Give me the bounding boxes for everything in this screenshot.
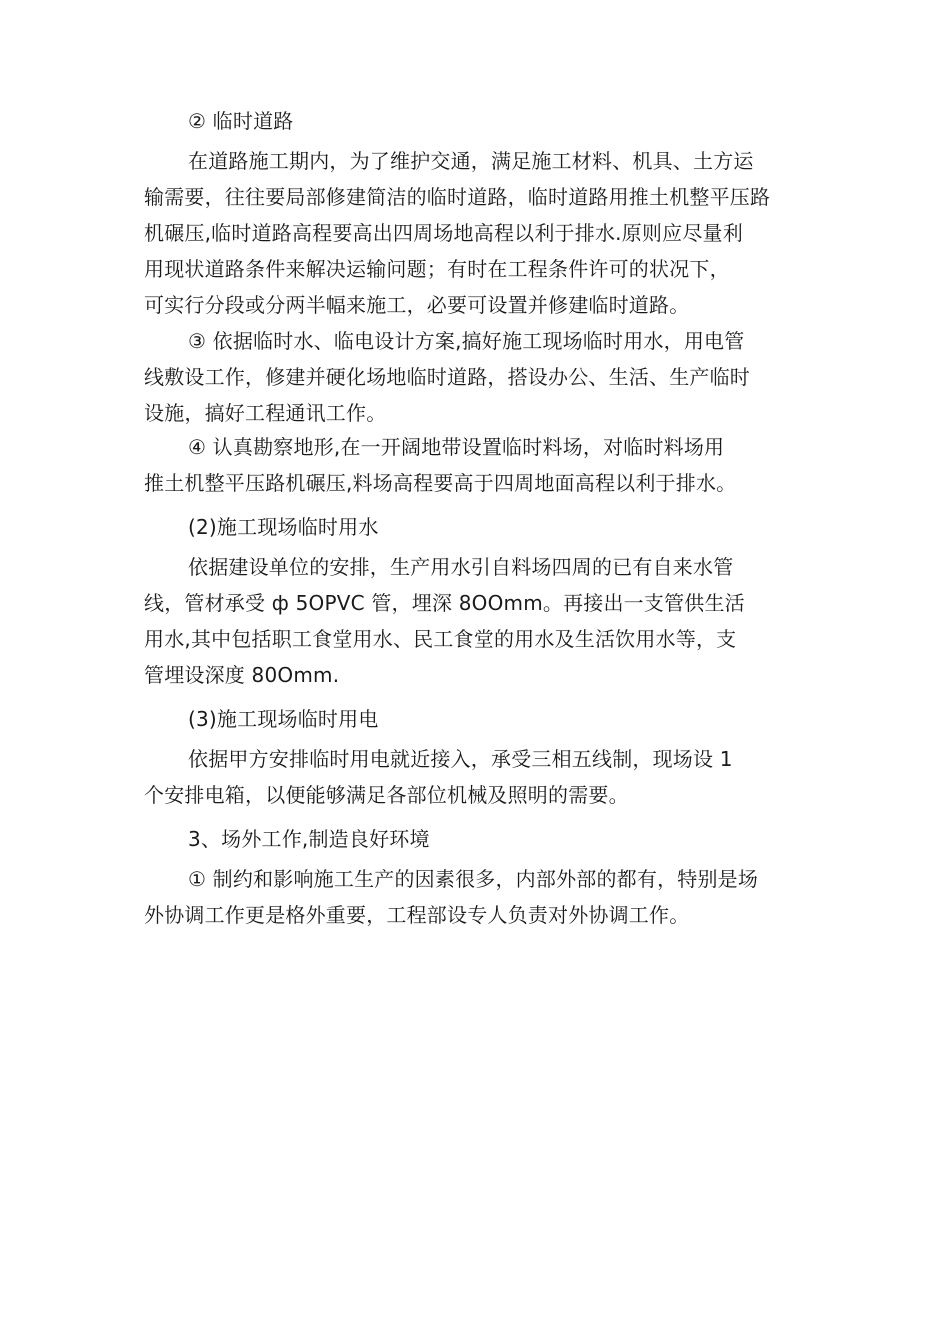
paragraph-line: ④ 认真勘察地形,在一开阔地带设置临时料场，对临时料场用 xyxy=(188,435,725,459)
paragraph-line: 依据甲方安排临时用电就近接入，承受三相五线制，现场设 1 xyxy=(188,747,733,771)
paragraph-line: 输需要，往往要局部修建简洁的临时道路，临时道路用推土机整平压路 xyxy=(144,185,771,209)
paragraph-line: 线，管材承受 ф 5OPVC 管，埋深 8OOmm。再接出一支管供生活 xyxy=(144,591,745,615)
paragraph-line: 可实行分段或分两半幅来施工，必要可设置并修建临时道路。 xyxy=(144,293,690,317)
paragraph-line: 推土机整平压路机碾压,料场高程要高于四周地面高程以利于排水。 xyxy=(144,471,737,495)
heading-temporary-water: (2)施工现场临时用水 xyxy=(188,515,379,539)
paragraph-line: 管埋设深度 80Omm. xyxy=(144,663,340,687)
paragraph-line: 个安排电箱，以便能够满足各部位机械及照明的需要。 xyxy=(144,783,629,807)
paragraph-line: ① 制约和影响施工生产的因素很多，内部外部的都有，特别是场 xyxy=(188,867,759,891)
paragraph-line: 外协调工作更是格外重要，工程部设专人负责对外协调工作。 xyxy=(144,903,690,927)
paragraph-line: 线敷设工作，修建并硬化场地临时道路，搭设办公、生活、生产临时 xyxy=(144,365,750,389)
paragraph-line: 依据建设单位的安排，生产用水引自料场四周的已有自来水管 xyxy=(188,555,734,579)
paragraph-line: ③ 依据临时水、临电设计方案,搞好施工现场临时用水，用电管 xyxy=(188,329,745,353)
paragraph-line: 在道路施工期内，为了维护交通，满足施工材料、机具、土方运 xyxy=(188,149,754,173)
heading-offsite-work: 3、场外工作,制造良好环境 xyxy=(188,827,430,851)
heading-temporary-power: (3)施工现场临时用电 xyxy=(188,707,379,731)
paragraph-line: 设施，搞好工程通讯工作。 xyxy=(144,401,387,425)
paragraph-line: 用现状道路条件来解决运输问题；有时在工程条件许可的状况下， xyxy=(144,257,730,281)
paragraph-line: 机碾压,临时道路高程要高出四周场地高程以利于排水.原则应尽量利 xyxy=(144,221,743,245)
paragraph-line: 用水,其中包括职工食堂用水、民工食堂的用水及生活饮用水等，支 xyxy=(144,627,737,651)
heading-temporary-road: ② 临时道路 xyxy=(188,109,294,133)
